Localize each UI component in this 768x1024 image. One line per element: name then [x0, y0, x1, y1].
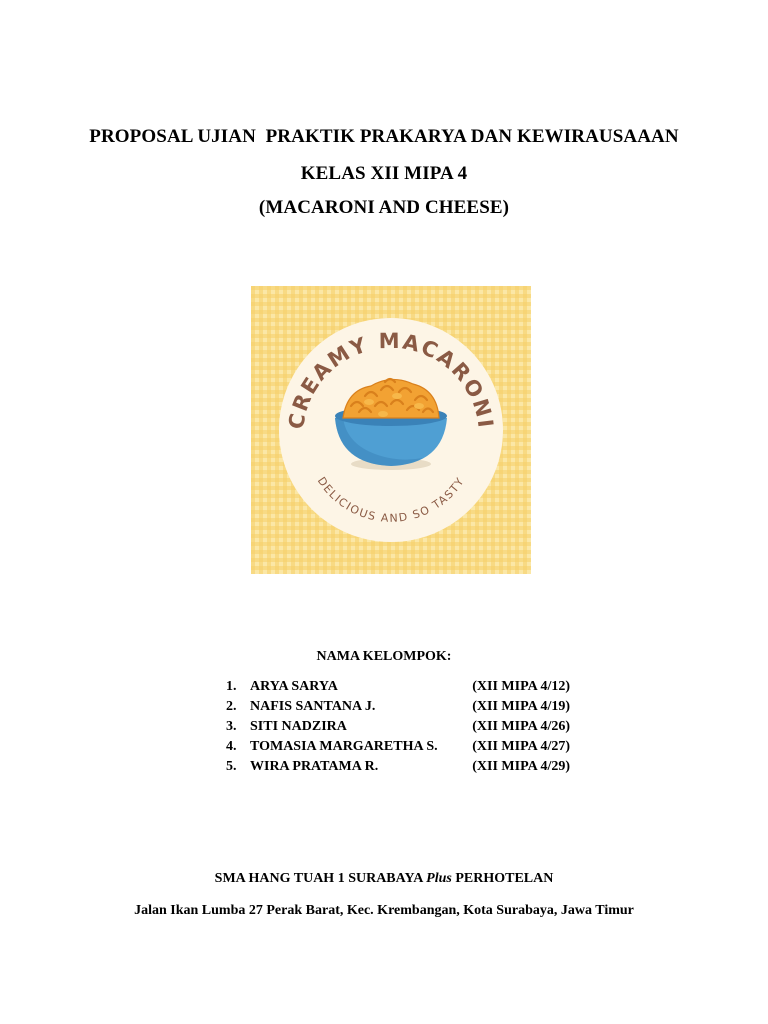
member-number: 3.: [226, 719, 237, 734]
member-name: ARYA SARYA: [250, 679, 338, 694]
list-item: [226, 699, 586, 719]
member-class: (XII MIPA 4/29): [472, 759, 570, 774]
product-title: (MACARONI AND CHEESE): [258, 197, 510, 218]
member-name: TOMASIA MARGARETHA S.: [250, 739, 438, 754]
school-name: [0, 871, 768, 887]
school-name-pre: SMA HANG TUAH 1 SURABAYA: [214, 871, 427, 886]
logo-arc-bottom-text: DELICIOUS AND SO TASTY: [314, 474, 468, 525]
class-title: KELAS XII MIPA 4: [300, 163, 468, 184]
school-address: Jalan Ikan Lumba 27 Perak Barat, Kec. Krembangan, Kota Surabaya, Jawa Timur: [134, 903, 634, 918]
logo-arc-top-text: CREAMY MACARONI: [284, 328, 498, 431]
member-class: (XII MIPA 4/27): [472, 739, 570, 754]
school-name-post: PERHOTELAN: [451, 871, 554, 886]
school-name-italic: Plus: [426, 871, 452, 886]
member-list: [226, 679, 586, 779]
list-item: [226, 719, 586, 739]
proposal-title: PROPOSAL UJIAN PRAKTIK PRAKARYA DAN KEWIRAUSAAAN: [89, 126, 679, 147]
member-class: (XII MIPA 4/26): [472, 719, 570, 734]
member-class: (XII MIPA 4/19): [472, 699, 570, 714]
member-number: 1.: [226, 679, 237, 694]
member-number: 2.: [226, 699, 237, 714]
member-number: 4.: [226, 739, 237, 754]
member-name: SITI NADZIRA: [250, 719, 347, 734]
list-item: [226, 759, 586, 779]
list-item: [226, 739, 586, 759]
group-heading: NAMA KELOMPOK:: [316, 649, 452, 664]
member-name: NAFIS SANTANA J.: [250, 699, 376, 714]
list-item: [226, 679, 586, 699]
member-number: 5.: [226, 759, 237, 774]
member-name: WIRA PRATAMA R.: [250, 759, 379, 774]
creamy-macaroni-logo: [251, 286, 531, 574]
member-class: (XII MIPA 4/12): [472, 679, 570, 694]
